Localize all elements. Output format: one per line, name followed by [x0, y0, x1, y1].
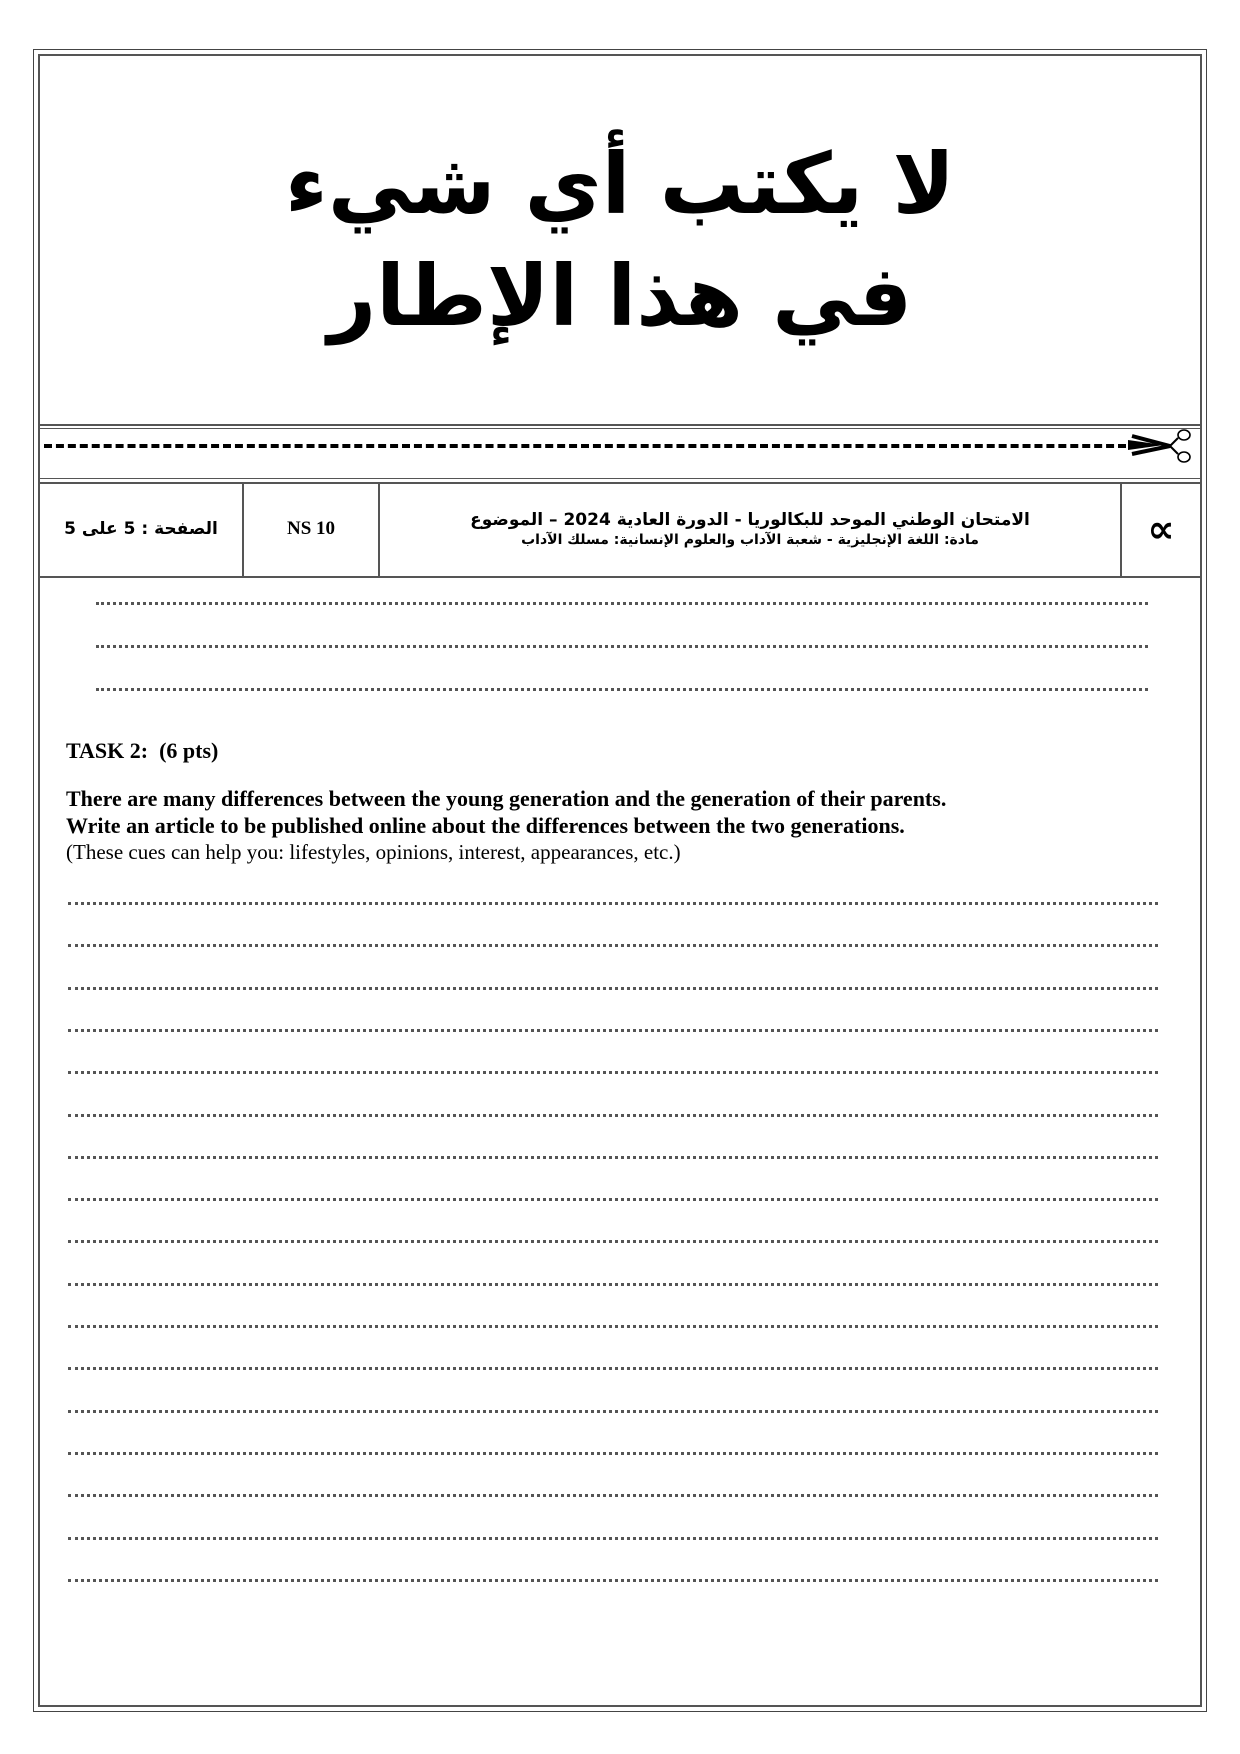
answer-line[interactable] [68, 1325, 1158, 1328]
answer-line[interactable] [68, 1240, 1158, 1243]
exam-title [380, 482, 1122, 576]
answer-line[interactable] [68, 1156, 1158, 1159]
answer-line[interactable] [68, 1071, 1158, 1074]
answer-line[interactable] [68, 944, 1158, 947]
task2-title: TASK 2: (6 pts) [66, 738, 219, 763]
exam-code: NS 10 [244, 482, 380, 576]
divider [40, 424, 1200, 426]
answer-line[interactable] [68, 1537, 1158, 1540]
answer-line[interactable] [68, 1029, 1158, 1032]
answer-line[interactable] [68, 1114, 1158, 1117]
answer-line[interactable] [68, 1579, 1158, 1582]
answer-line[interactable] [68, 1198, 1158, 1201]
scissors-icon [1124, 426, 1194, 466]
exam-title-line-2: مادة: اللغة الإنجليزية - شعبة الآداب والعلوم الإنسانية: مسلك الآداب [521, 532, 979, 548]
no-write-line-1: لا يكتب أي شيء [284, 135, 956, 233]
divider [40, 576, 1200, 578]
answer-line[interactable] [68, 1494, 1158, 1497]
page-indicator: الصفحة : 5 على 5 [40, 482, 244, 576]
task2-prompt-line-1: There are many differences between the young generation and the generation of their parents. [66, 786, 947, 811]
answer-line[interactable] [68, 1452, 1158, 1455]
exam-title-line-1: الامتحان الوطني الموحد للبكالوريا - الدورة العادية 2024 – الموضوع [470, 510, 1030, 530]
ministry-logo-icon: ∝ [1147, 507, 1175, 551]
answer-line[interactable] [68, 1283, 1158, 1286]
no-write-line-2: في هذا الإطار [327, 247, 913, 345]
answer-line[interactable] [68, 902, 1158, 905]
divider [40, 478, 1200, 479]
task2-prompt-line-2: Write an article to be published online about the differences between the two generations. [66, 813, 905, 838]
answer-line[interactable] [68, 987, 1158, 990]
exam-header [40, 482, 1200, 576]
divider [40, 428, 1200, 429]
answer-line[interactable] [96, 602, 1148, 605]
answer-line[interactable] [96, 688, 1148, 691]
answer-line[interactable] [68, 1410, 1158, 1413]
answer-line[interactable] [68, 1367, 1158, 1370]
task2-cues: (These cues can help you: lifestyles, opinions, interest, appearances, etc.) [66, 840, 681, 864]
no-write-box [40, 56, 1200, 424]
cut-line [44, 444, 1126, 448]
answer-line[interactable] [96, 645, 1148, 648]
